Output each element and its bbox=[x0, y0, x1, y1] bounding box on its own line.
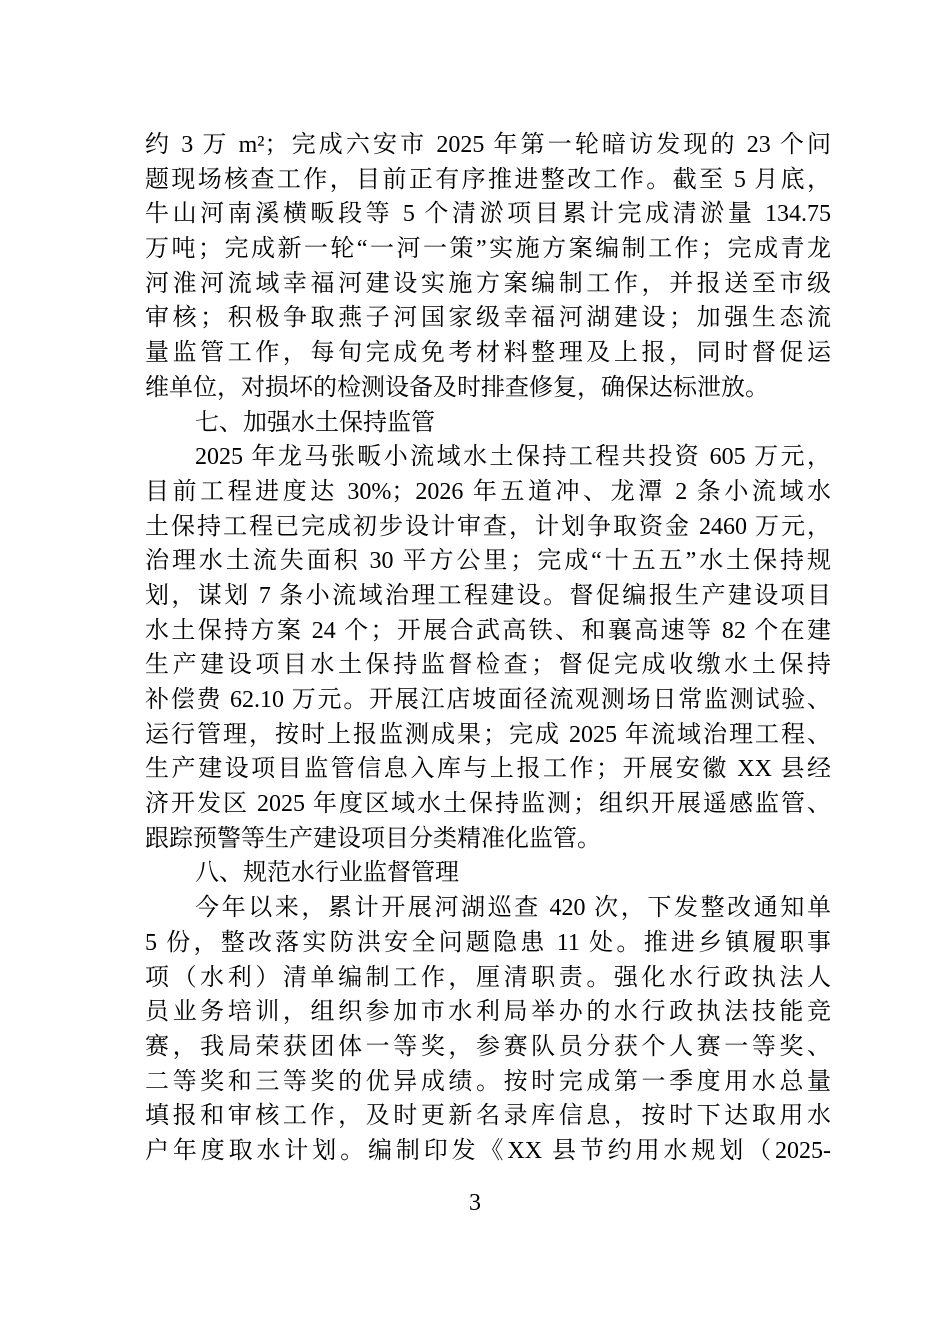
text-line: 跟踪预警等生产建设项目分类精准化监管。 bbox=[145, 825, 601, 852]
text-line: 济开发区 2025 年度区域水土保持监测；组织开展遥感监管、 bbox=[145, 791, 831, 818]
text-line: 5 份，整改落实防洪安全问题隐患 11 处。推进乡镇履职事 bbox=[145, 929, 831, 956]
text-line: 今年以来，累计开展河湖巡查 420 次，下发整改通知单 bbox=[195, 895, 831, 922]
text-line: 二等奖和三等奖的优异成绩。按时完成第一季度用水总量 bbox=[145, 1068, 831, 1095]
text-line: 量监管工作，每旬完成免考材料整理及上报，同时督促运 bbox=[145, 340, 831, 367]
heading-text: 八、规范水行业监督管理 bbox=[195, 860, 459, 887]
document-body bbox=[145, 128, 831, 1169]
text-line: 补偿费 62.10 万元。开展江店坡面径流观测场日常监测试验、 bbox=[145, 687, 831, 713]
text-line: 赛，我局荣获团体一等奖，参赛队员分获个人赛一等奖、 bbox=[145, 1033, 831, 1060]
text-line: 生产建设项目水土保持监督检查；督促完成收缴水土保持 bbox=[145, 652, 831, 679]
text-line: 维单位，对损坏的检测设备及时排查修复，确保达标泄放。 bbox=[145, 374, 769, 401]
text-line: 约 3 万 m²；完成六安市 2025 年第一轮暗访发现的 23 个问 bbox=[145, 132, 831, 158]
text-line: 项（水利）清单编制工作，厘清职责。强化水行政执法人 bbox=[145, 964, 831, 991]
section-heading bbox=[145, 856, 831, 891]
text-line: 河淮河流域幸福河建设实施方案编制工作，并报送至市级 bbox=[145, 270, 831, 297]
paragraph bbox=[145, 128, 831, 406]
text-line: 审核；积极争取燕子河国家级幸福河湖建设；加强生态流 bbox=[145, 305, 831, 332]
paragraph bbox=[145, 440, 831, 856]
text-line: 生产建设项目监管信息入库与上报工作；开展安徽 XX 县经 bbox=[145, 756, 831, 783]
paragraph bbox=[145, 891, 831, 1169]
text-line: 题现场核查工作，目前正有序推进整改工作。截至 5 月底， bbox=[145, 166, 831, 193]
text-line: 万吨；完成新一轮“一河一策”实施方案编制工作；完成青龙 bbox=[145, 236, 831, 263]
text-line: 2025 年龙马张畈小流域水土保持工程共投资 605 万元， bbox=[195, 444, 831, 471]
text-line: 运行管理，按时上报监测成果；完成 2025 年流域治理工程、 bbox=[145, 721, 831, 748]
section-heading bbox=[145, 406, 831, 441]
text-line: 土保持工程已完成初步设计审查，计划争取资金 2460 万元， bbox=[145, 513, 831, 540]
text-line: 水土保持方案 24 个；开展合武高铁、和襄高速等 82 个在建 bbox=[145, 617, 831, 644]
text-line: 户年度取水计划。编制印发《XX 县节约用水规划（2025- bbox=[145, 1137, 831, 1164]
page-number: 3 bbox=[469, 1190, 481, 1216]
text-line: 目前工程进度达 30%；2026 年五道冲、龙潭 2 条小流域水 bbox=[145, 478, 831, 505]
heading-text: 七、加强水土保持监管 bbox=[195, 409, 435, 436]
text-line: 划，谋划 7 条小流域治理工程建设。督促编报生产建设项目 bbox=[145, 582, 831, 609]
text-line: 填报和审核工作，及时更新名录库信息，按时下达取用水 bbox=[145, 1103, 831, 1130]
text-line: 治理水土流失面积 30 平方公里；完成“十五五”水土保持规 bbox=[145, 548, 831, 575]
text-line: 牛山河南溪横畈段等 5 个清淤项目累计完成清淤量 134.75 bbox=[145, 201, 831, 228]
text-line: 员业务培训，组织参加市水利局举办的水行政执法技能竞 bbox=[145, 999, 831, 1026]
